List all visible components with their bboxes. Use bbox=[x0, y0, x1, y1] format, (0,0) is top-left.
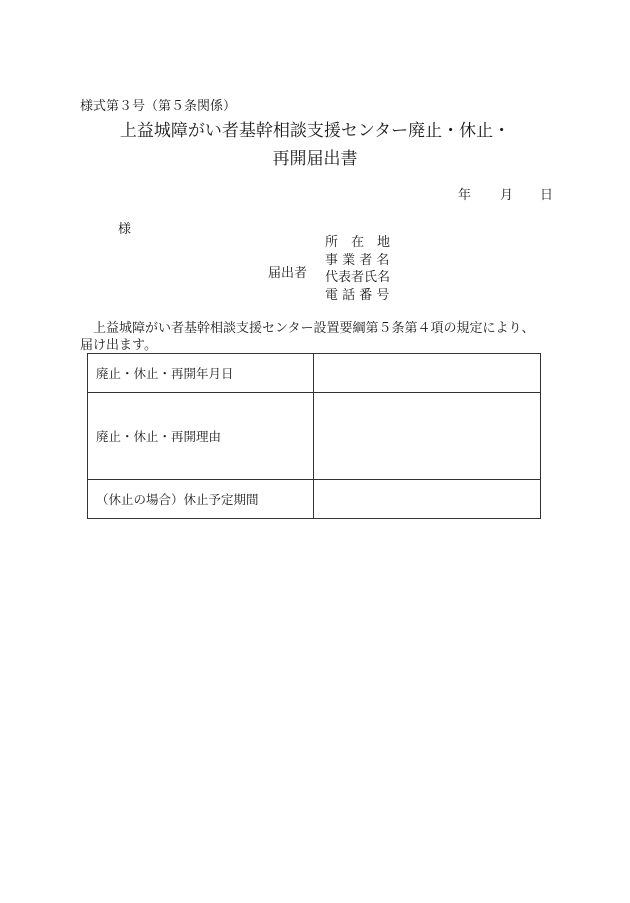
applicant-label: 届出者 bbox=[268, 266, 308, 281]
field-phone-label: 電 話 番 号 bbox=[325, 287, 390, 303]
applicant-fields bbox=[325, 234, 390, 304]
table-row bbox=[88, 480, 541, 519]
field-representative-label: 代表者氏名 bbox=[325, 270, 391, 285]
table-value-cell[interactable] bbox=[313, 393, 540, 480]
table-value-cell[interactable] bbox=[313, 354, 540, 393]
date-day-label: 日 bbox=[540, 188, 554, 203]
statement-line2: 届け出ます。 bbox=[80, 338, 157, 353]
field-business-name-label: 事 業 者 名 bbox=[325, 252, 390, 268]
statement bbox=[80, 320, 550, 354]
form-number: 様式第３号（第５条関係） bbox=[80, 99, 237, 114]
statement-line1: 上益城障がい者基幹相談支援センター設置要綱第５条第４項の規定により、 bbox=[93, 321, 535, 336]
document-title-line1: 上益城障がい者基幹相談支援センター廃止・休止・ bbox=[119, 121, 511, 141]
table-row bbox=[88, 393, 541, 480]
notification-table bbox=[87, 353, 541, 519]
field-address-label: 所 在 地 bbox=[325, 235, 391, 250]
table-value-cell[interactable] bbox=[313, 480, 540, 519]
table-label-cell: 廃止・休止・再開年月日 bbox=[88, 354, 314, 393]
table-row bbox=[88, 354, 541, 393]
table-label-cell: 廃止・休止・再開理由 bbox=[88, 393, 314, 480]
document-title-line2: 再開届出書 bbox=[272, 149, 358, 169]
addressee-honorific: 様 bbox=[118, 222, 132, 237]
date-month-label: 月 bbox=[500, 188, 514, 203]
table-label-cell: （休止の場合）休止予定期間 bbox=[88, 480, 314, 519]
date-year-label: 年 bbox=[458, 188, 472, 203]
